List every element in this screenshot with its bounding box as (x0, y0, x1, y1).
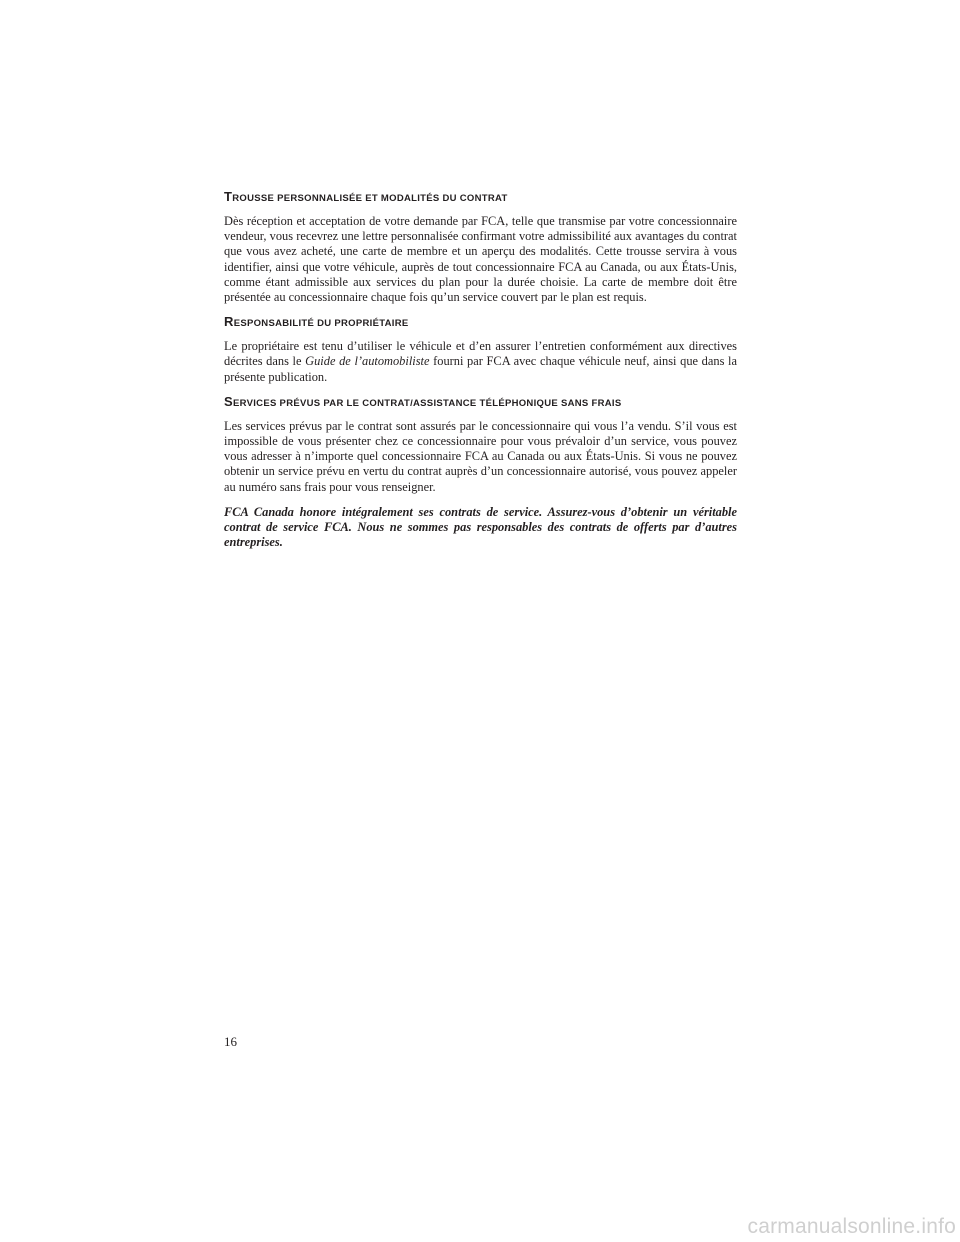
page-content (224, 190, 737, 560)
section-heading: SERVICES PRÉVUS PAR LE CONTRAT/ASSISTANCE TÉLÉPHONIQUE SANS FRAIS (224, 393, 622, 409)
section-heading: RESPONSABILITÉ DU PROPRIÉTAIRE (224, 314, 409, 330)
watermark: carmanualsonline.info (747, 1215, 956, 1238)
body-paragraph: Le propriétaire est tenu d’utiliser le véhicule et d’en assurer l’entretien conformément aux directives décrites dans le Guide de l’automobiliste fourni par FCA avec chaque véhicule neuf, ainsi que dans la présente publication. (224, 339, 737, 384)
section-heading: TROUSSE PERSONNALISÉE ET MODALITÉS DU CONTRAT (224, 189, 508, 204)
section-trousse (224, 190, 737, 305)
section-responsabilite (224, 315, 737, 385)
notice-paragraph: FCA Canada honore intégralement ses contrats de service. Assurez-vous d’obtenir un véritable contrat de service FCA. Nous ne sommes pas responsables des contrats de offerts par d’autres entreprises. (224, 504, 737, 550)
body-paragraph: Dès réception et acceptation de votre demande par FCA, telle que transmise par votre concessionnaire vendeur, vous recevrez une lettre personnalisée confirmant votre admissibilité aux avantages du contrat que vous avez acheté, une carte de membre et un aperçu des modalités. Cette trousse servira à vous identifier, ainsi que votre véhicule, auprès de tout concessionnaire FCA au Canada, ou aux États-Unis, comme étant admissible aux services du plan pour la durée choisie. La carte de membre doit être présentée au concessionnaire chaque fois qu’un service couvert par le plan est requis. (224, 214, 737, 305)
section-services (224, 395, 737, 551)
body-paragraph: Les services prévus par le contrat sont assurés par le concessionnaire qui vous l’a vendu. S’il vous est impossible de vous présenter chez ce concessionnaire pour vous prévaloir d’un service, vous pouvez vous adresser à n’importe quel concessionnaire FCA au Canada ou aux États-Unis. Si vous ne pouvez obtenir un service prévu en vertu du contrat auprès d’un concessionnaire autorisé, vous pouvez appeler au numéro sans frais pour vous renseigner. (224, 418, 737, 494)
guide-title: Guide de l’automobiliste (305, 354, 430, 369)
page-number: 16 (224, 1034, 237, 1049)
